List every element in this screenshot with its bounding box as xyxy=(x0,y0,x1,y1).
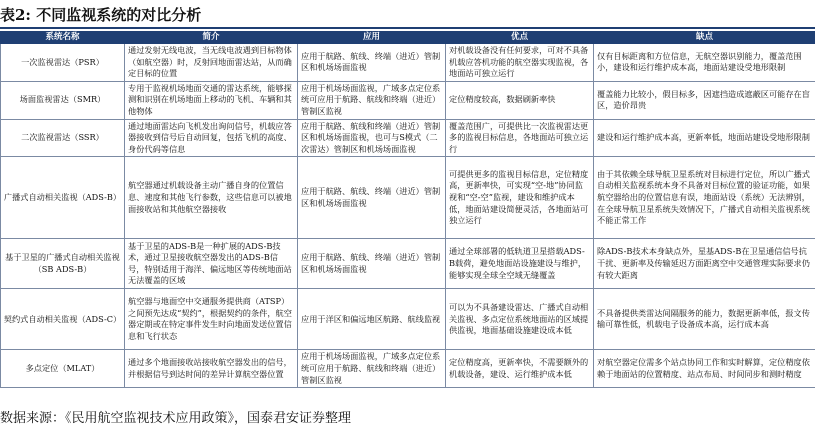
cell-application: 应用于航路、航线、终端（进近）管制区和机场场面监视 xyxy=(298,44,446,82)
cell-name: 二次监视雷达（SSR） xyxy=(1,119,125,157)
cell-cons: 覆盖能力比较小，假目标多，因遮挡造成遮蔽区可能存在盲区，造价昂贵 xyxy=(594,81,815,119)
cell-pros: 对机载设备没有任何要求，可对不具备机载应答机功能的航空器实现监视，各地面站可独立运行 xyxy=(446,44,594,82)
cell-intro: 基于卫星的ADS-B是一种扩展的ADS-B技术，通过卫星接收航空器发出的ADS-B信号，特别适用于海洋、偏远地区等传统地面站无法覆盖的区域 xyxy=(125,239,298,289)
table-row xyxy=(1,81,815,119)
cell-application: 应用于机场场面监视，广域多点定位系统可应用于航路、航线和终端（进近）管制区监视 xyxy=(298,350,446,388)
cell-name: 基于卫星的广播式自动相关监视（SB ADS-B） xyxy=(1,239,125,289)
cell-application: 应用于洋区和偏远地区航路、航线监视 xyxy=(298,289,446,350)
table-row xyxy=(1,119,815,157)
table-row xyxy=(1,44,815,82)
cell-application: 应用于航路、航线、终端（进近）管制区和机场场面监视 xyxy=(298,157,446,239)
header-name: 系统名称 xyxy=(1,32,125,44)
cell-cons: 仅有目标距离和方位信息，无航空器识别能力，覆盖范围小，建设和运行维护成本高，地面站建设受地形限制 xyxy=(594,44,815,82)
cell-intro: 航空器通过机载设备主动广播自身的位置信息、速度和其他飞行参数，这些信息可以被地面接收站和其他航空器接收 xyxy=(125,157,298,239)
cell-name: 多点定位（MLAT） xyxy=(1,350,125,388)
cell-intro: 航空器与地面空中交通服务提供商（ATSP）之间预先达成“契约”，根据契约的条件，航空器定期或在特定事件发生时向地面发送位置信息和飞行状态 xyxy=(125,289,298,350)
cell-pros: 可以为不具备建设雷达、广播式自动相关监视、多点定位系统地面站的区域提供监视，地面基础设施建设成本低 xyxy=(446,289,594,350)
cell-name: 广播式自动相关监视（ADS-B） xyxy=(1,157,125,239)
data-source-note: 数据来源：《民用航空监视技术应用政策》，国泰君安证券整理 xyxy=(0,411,352,426)
cell-pros: 定位精度较高，数据刷新率快 xyxy=(446,81,594,119)
cell-pros: 定位精度高，更新率快，不需要额外的机载设备，建设、运行维护成本低 xyxy=(446,350,594,388)
table-row xyxy=(1,289,815,350)
cell-name: 契约式自动相关监视（ADS-C） xyxy=(1,289,125,350)
cell-cons: 建设和运行维护成本高，更新率低，地面站建设受地形限制 xyxy=(594,119,815,157)
cell-application: 应用于机场场面监视，广域多点定位系统可应用于航路、航线和终端（进近）管制区监视 xyxy=(298,81,446,119)
cell-application: 应用于航路、航线、终端（进近）管制区和机场场面监视 xyxy=(298,239,446,289)
cell-intro: 专用于监视机场地面交通的雷达系统，能够探测和识别在机场地面上移动的飞机、车辆和其他物体 xyxy=(125,81,298,119)
header-pros: 优点 xyxy=(446,32,594,44)
table-row xyxy=(1,157,815,239)
cell-application: 应用于航路、航线和终端（进近）管制区和机场场面监视，也可与S模式（二次雷达）管制区和机场场面监视 xyxy=(298,119,446,157)
title-rule xyxy=(0,27,815,29)
cell-pros: 覆盖范围广，可提供比一次监视雷达更多的监视目标信息，各地面站可独立运行 xyxy=(446,119,594,157)
header-intro: 简介 xyxy=(125,32,298,44)
comparison-table xyxy=(0,31,815,388)
cell-pros: 通过全球部署的低轨道卫星搭载ADS-B载荷，避免地面站设施建设与维护，能够实现全球全空域无缝覆盖 xyxy=(446,239,594,289)
table-row xyxy=(1,350,815,388)
cell-cons: 对航空器定位需多个站点协同工作和实时解算，定位精度依赖于地面站的位置精度、站点布局、时间同步和测时精度 xyxy=(594,350,815,388)
cell-name: 场面监视雷达（SMR） xyxy=(1,81,125,119)
cell-intro: 通过多个地面接收站接收航空器发出的信号，并根据信号到达时间的差异计算航空器位置 xyxy=(125,350,298,388)
cell-name: 一次监视雷达（PSR） xyxy=(1,44,125,82)
header-cons: 缺点 xyxy=(594,32,815,44)
table-title: 表2: 不同监视系统的对比分析 xyxy=(0,6,202,24)
cell-cons: 除ADS-B技术本身缺点外，星基ADS-B在卫星通信信号抗干扰、更新率及传输延迟方面距离空中交通管理实际要求仍有较大距离 xyxy=(594,239,815,289)
cell-intro: 通过发射无线电波，当无线电波遇到目标物体（如航空器）时，反射回地面雷达站，从而确定目标的位置 xyxy=(125,44,298,82)
header-application: 应用 xyxy=(298,32,446,44)
cell-pros: 可提供更多的监视目标信息，定位精度高，更新率快，可实现“空-地”协同监视和“空-空”监视，建设和维护成本低，地面站建设简便灵活，各地面站可独立运行 xyxy=(446,157,594,239)
cell-cons: 由于其依赖全球导航卫星系统对目标进行定位，所以广播式自动相关监视系统本身不具备对目标位置的验证功能，如果航空器给出的位置信息有误，地面站设（系统）无法辨别，在全球导航卫星系统失效情况下，广播式自动相关监视系统不能正常工作 xyxy=(594,157,815,239)
cell-cons: 不具备提供类雷达间隔服务的能力，数据更新率低，报文传输可靠性低，机载电子设备成本高，运行成本高 xyxy=(594,289,815,350)
cell-intro: 通过地面雷达向飞机发出询问信号，机载应答器接收到信号后自动回复，包括飞机的高度、身份代码等信息 xyxy=(125,119,298,157)
table-row xyxy=(1,239,815,289)
header-row xyxy=(1,32,815,44)
